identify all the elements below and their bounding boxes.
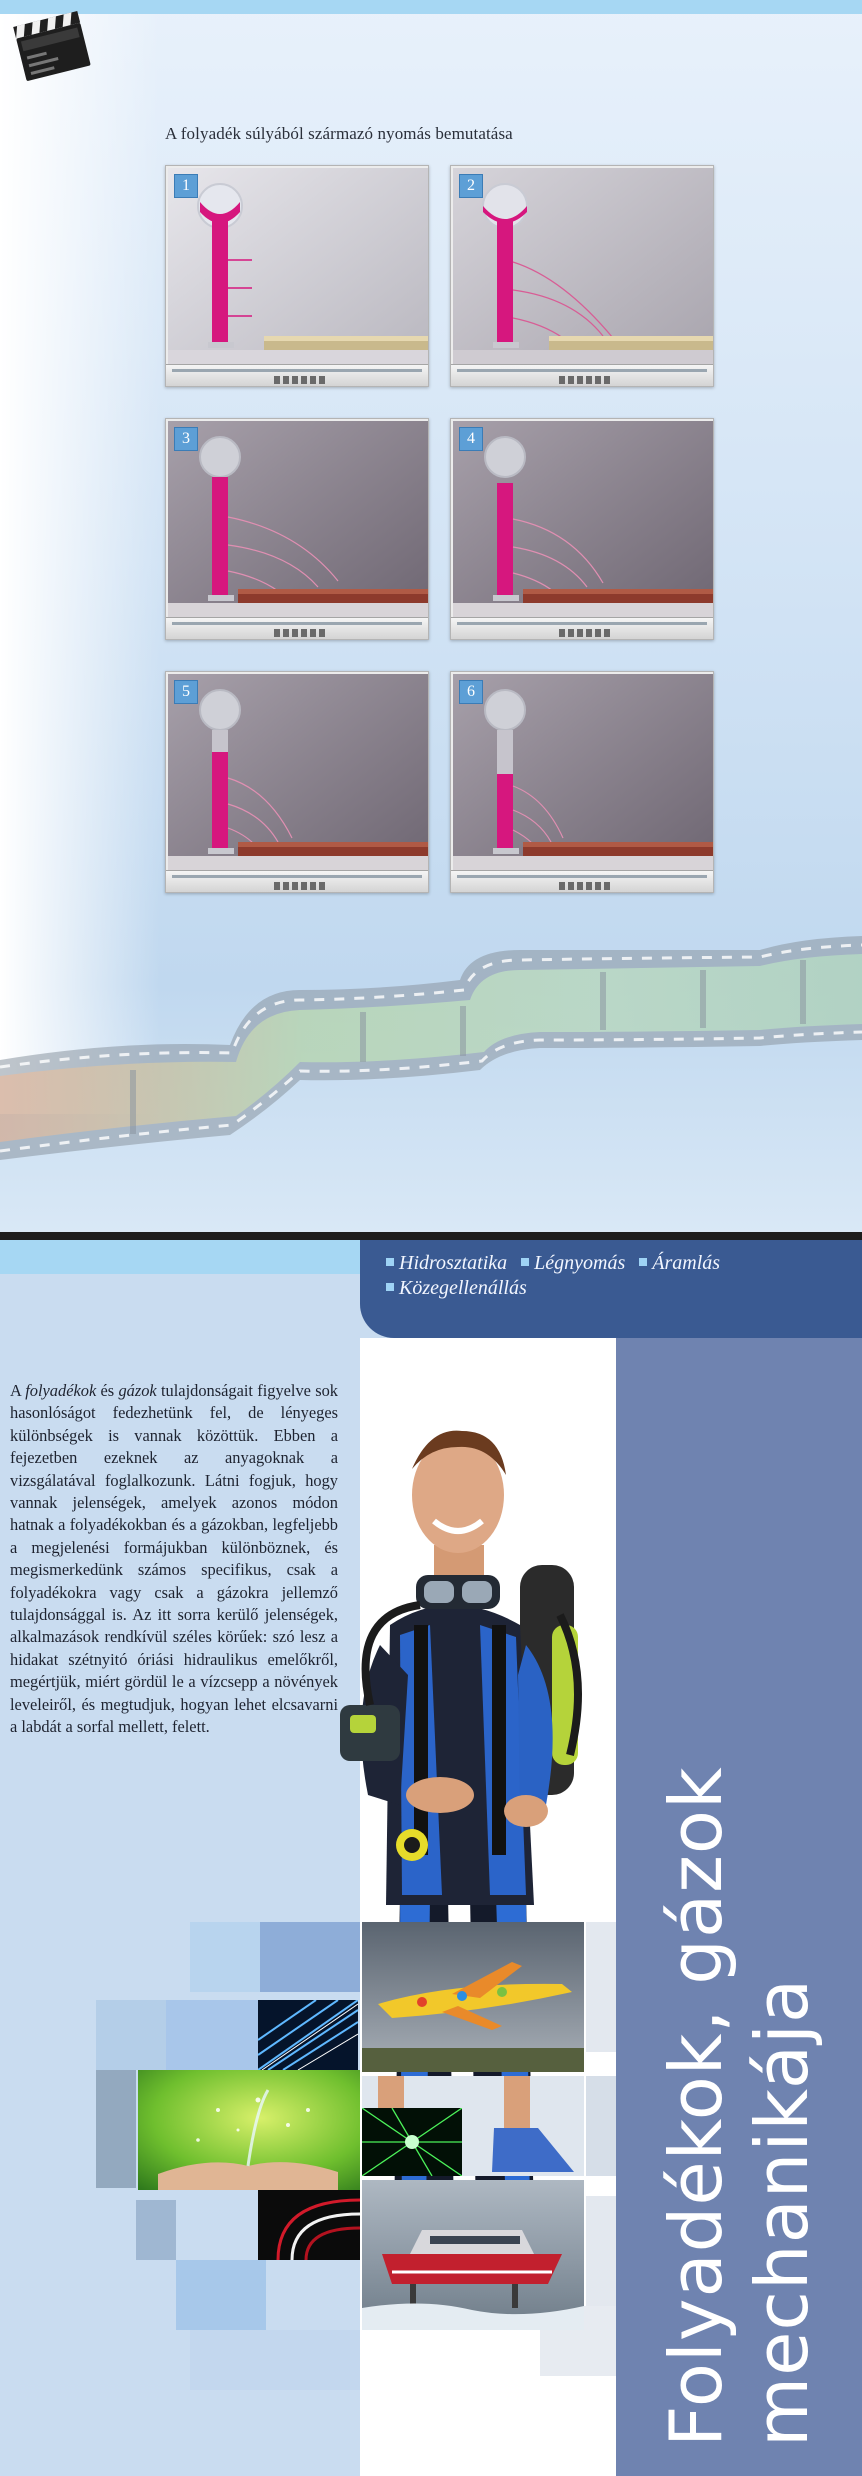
chapter-title: [616, 1338, 862, 2476]
mosaic-tile: [166, 2000, 258, 2070]
hydrofoil-boat-photo: [362, 2180, 584, 2330]
experiment-photo: [453, 421, 713, 617]
mosaic-tile: [96, 2070, 136, 2188]
seek-bar[interactable]: [457, 369, 707, 372]
term-liquids: folyadékok: [25, 1381, 97, 1400]
mosaic-tile: [586, 2196, 616, 2306]
topic-banner: [360, 1240, 862, 1338]
seek-bar[interactable]: [172, 875, 422, 878]
top-color-strip: [0, 1240, 360, 1274]
mosaic-tile: [586, 2076, 616, 2176]
video-frame-5: [165, 671, 429, 893]
video-frame-6: [450, 671, 714, 893]
chapter-title-text: [653, 1367, 825, 2447]
player-controls[interactable]: [166, 364, 428, 386]
player-controls[interactable]: [451, 364, 713, 386]
playback-buttons[interactable]: [274, 376, 326, 384]
experiment-photo: [168, 168, 428, 364]
green-laser-photo: [362, 2108, 462, 2176]
experiment-photo: [168, 421, 428, 617]
topic-flow: Áramlás: [639, 1252, 720, 1275]
player-controls[interactable]: [451, 617, 713, 639]
mosaic-tile: [176, 2260, 266, 2330]
playback-buttons[interactable]: [559, 629, 611, 637]
page-one: [0, 0, 862, 1232]
player-controls[interactable]: [166, 617, 428, 639]
player-controls[interactable]: [451, 870, 713, 892]
mosaic-tile: [260, 1922, 360, 1992]
page-divider: [0, 1232, 862, 1240]
playback-buttons[interactable]: [559, 882, 611, 890]
mosaic-tile: [586, 1922, 616, 2052]
video-frame-1: [165, 165, 429, 387]
frame-number: 6: [459, 680, 483, 704]
mosaic-tile: [190, 2330, 360, 2390]
clapperboard-icon: [10, 0, 94, 84]
bullet-icon: [639, 1258, 647, 1266]
chapter-title-line-2: mechanikája: [740, 1977, 824, 2447]
experiment-photo: [453, 168, 713, 364]
term-gases: gázok: [118, 1381, 157, 1400]
topic-air-pressure: Légnyomás: [521, 1252, 625, 1275]
frame-number: 4: [459, 427, 483, 451]
red-light-trails-photo: [258, 2190, 360, 2260]
seek-bar[interactable]: [457, 622, 707, 625]
experiment-photo: [453, 674, 713, 870]
video-frame-4: [450, 418, 714, 640]
playback-buttons[interactable]: [274, 882, 326, 890]
chapter-intro: A folyadékok és gázok tulajdonságait figyelve sok hasonlóságot fedezhetünk fel, de lényeges különbségek is vannak közöttük. Ebben a fejezetben ezeknek az anyagoknak a vizsgálatával foglalkozunk. Látni fogjuk, hogy vannak jelenségek, amelyek azonos módon hatnak a folyadékokban és a gázokban, legfeljebb a megjelenési formájukban különböznek, és megismerkedünk számos specifikus, csak a folyadékokra vagy csak a gázokra jellemző tulajdonsággal is. Az itt sorra kerülő jelenségek, alkalmazások rendkívül széles körűek: szó lesz a hidakat szétnyitó óriási hidraulikus emelőkről, megértjük, miért gördül le a vízcsepp a növények leveleiről, és megtudjuk, hogyan lehet elcsavarni a labdát a sorfal mellett, felett.: [10, 1381, 339, 1737]
playback-buttons[interactable]: [274, 629, 326, 637]
light-streaks-photo: [258, 2000, 358, 2070]
water-hands-photo: [138, 2070, 360, 2190]
seek-bar[interactable]: [172, 622, 422, 625]
experiment-photo: [168, 674, 428, 870]
frame-number: 3: [174, 427, 198, 451]
top-color-strip: [0, 0, 862, 14]
bullet-icon: [386, 1258, 394, 1266]
playback-buttons[interactable]: [559, 376, 611, 384]
frame-number: 2: [459, 174, 483, 198]
film-strip-decoration: [0, 920, 862, 1180]
video-frame-2: [450, 165, 714, 387]
bullet-icon: [386, 1283, 394, 1291]
demo-title: A folyadék súlyából származó nyomás bemutatása: [165, 124, 513, 143]
mosaic-tile: [190, 1922, 260, 1992]
chapter-title-line-1: Folyadékok, gázok: [654, 1766, 738, 2447]
topic-hydrostatics: Hidrosztatika: [386, 1252, 507, 1275]
video-frame-3: [165, 418, 429, 640]
seek-bar[interactable]: [172, 369, 422, 372]
page-two: [0, 1240, 862, 2476]
topic-drag: Közegellenállás: [386, 1277, 527, 1300]
player-controls[interactable]: [166, 870, 428, 892]
frame-number: 1: [174, 174, 198, 198]
mosaic-tile: [136, 2200, 176, 2260]
frame-number: 5: [174, 680, 198, 704]
bullet-icon: [521, 1258, 529, 1266]
seek-bar[interactable]: [457, 875, 707, 878]
jet-airplane-photo: [362, 1922, 584, 2072]
mosaic-tile: [96, 2000, 166, 2070]
